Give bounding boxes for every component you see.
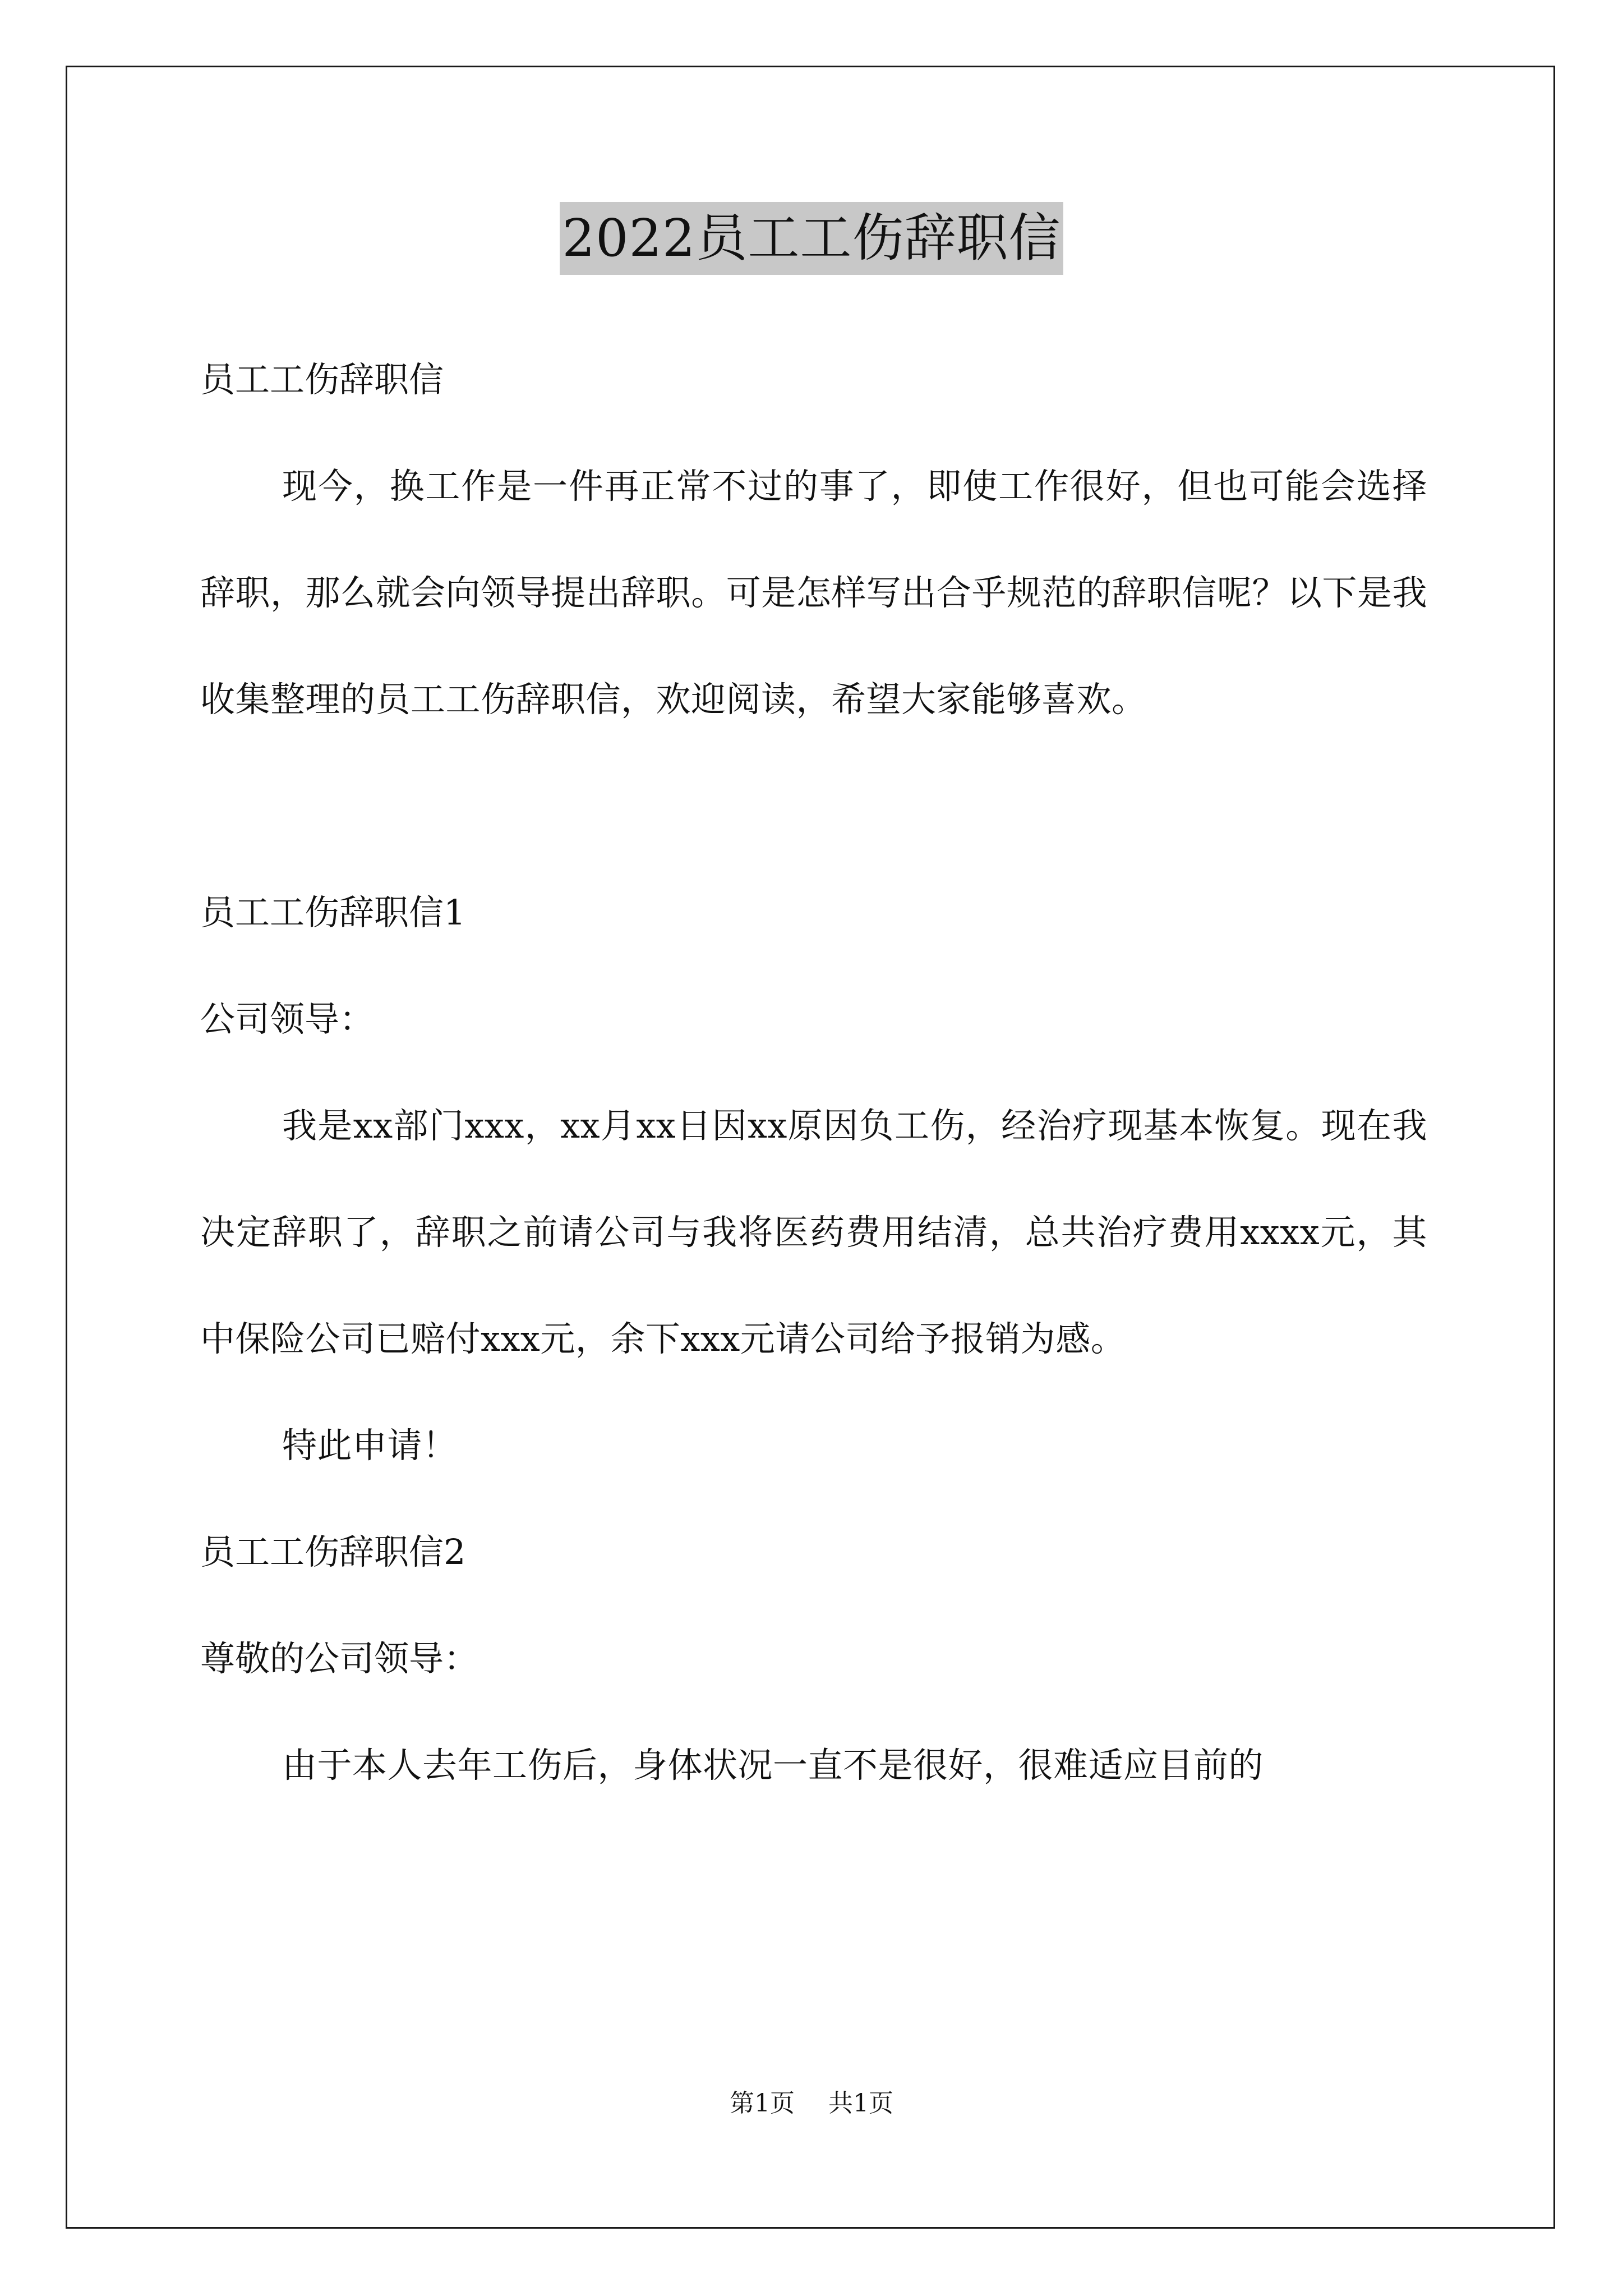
document-title: 2022员工工伤辞职信	[560, 202, 1063, 275]
letter2-body: 由于本人去年工伤后，身体状况一直不是很好，很难适应目前的	[282, 1745, 1264, 1786]
page-footer	[0, 2087, 1623, 2120]
title-container	[0, 202, 1623, 275]
letter2-salutation: 尊敬的公司领导：	[200, 1638, 479, 1679]
page-number: 第1页	[730, 2089, 795, 2118]
letter2-heading: 员工工伤辞职信2	[200, 1531, 466, 1572]
subtitle: 员工工伤辞职信	[200, 359, 444, 400]
letter1-heading: 员工工伤辞职信1	[200, 892, 466, 933]
letter1-closing: 特此申请！	[282, 1425, 458, 1466]
document-body	[200, 326, 1427, 1819]
spacer	[200, 753, 1427, 859]
intro-paragraph: 现今，换工作是一件再正常不过的事了，即使工作很好，但也可能会选择辞职，那么就会向领导提出辞职。可是怎样写出合乎规范的辞职信呢？以下是我收集整理的员工工伤辞职信，欢迎阅读，希望大家能够喜欢。	[200, 466, 1427, 720]
page-total: 共1页	[828, 2089, 893, 2118]
letter1-salutation: 公司领导：	[200, 999, 375, 1039]
letter1-body: 我是xx部门xxx，xx月xx日因xx原因负工伤，经治疗现基本恢复。现在我决定辞职了，辞职之前请公司与我将医药费用结清，总共治疗费用xxxx元，其中保险公司已赔付xxx元，余下xxx元请公司给予报销为感。	[200, 1105, 1427, 1359]
